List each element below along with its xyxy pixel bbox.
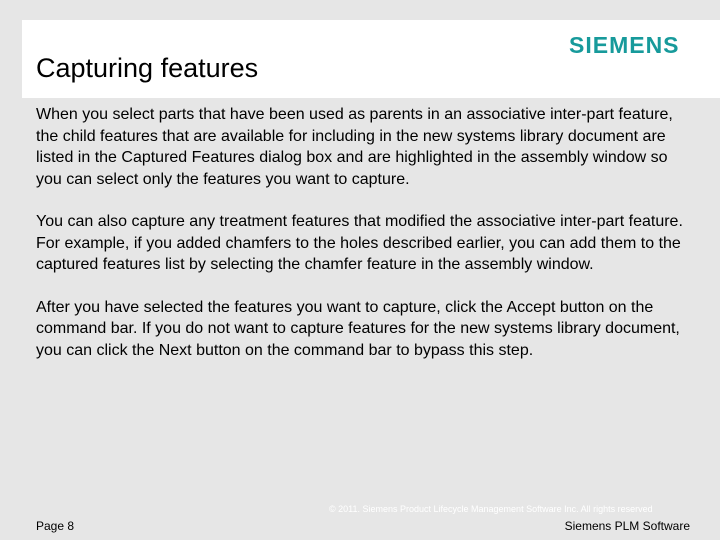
paragraph-1: When you select parts that have been used as parents in an associative inter-part feature, the child features that are available for including in the new systems library document are listed in the Captured Features dialog box and are highlighted in the assembly window so you can select only the features you want to capture.: [36, 106, 673, 188]
copyright-notice: © 2011. Siemens Product Lifecycle Management Software Inc. All rights reserved: [329, 504, 653, 514]
siemens-logo: SIEMENS: [569, 32, 680, 58]
page-number: Page 8: [36, 519, 75, 533]
slide-header: [22, 20, 720, 98]
body-text: [36, 104, 686, 382]
page-title: Capturing features: [36, 53, 259, 83]
company-name: Siemens PLM Software: [564, 519, 690, 533]
paragraph-3: After you have selected the features you want to capture, click the Accept button on the command bar. If you do not want to capture features for the new systems library document, you can click the Next button on the command bar to bypass this step.: [36, 298, 680, 359]
paragraph-2: You can also capture any treatment features that modified the associative inter-part feature. For example, if you added chamfers to the holes described earlier, you can add them to the captured features list by selecting the chamfer feature in the assembly window.: [36, 213, 683, 273]
